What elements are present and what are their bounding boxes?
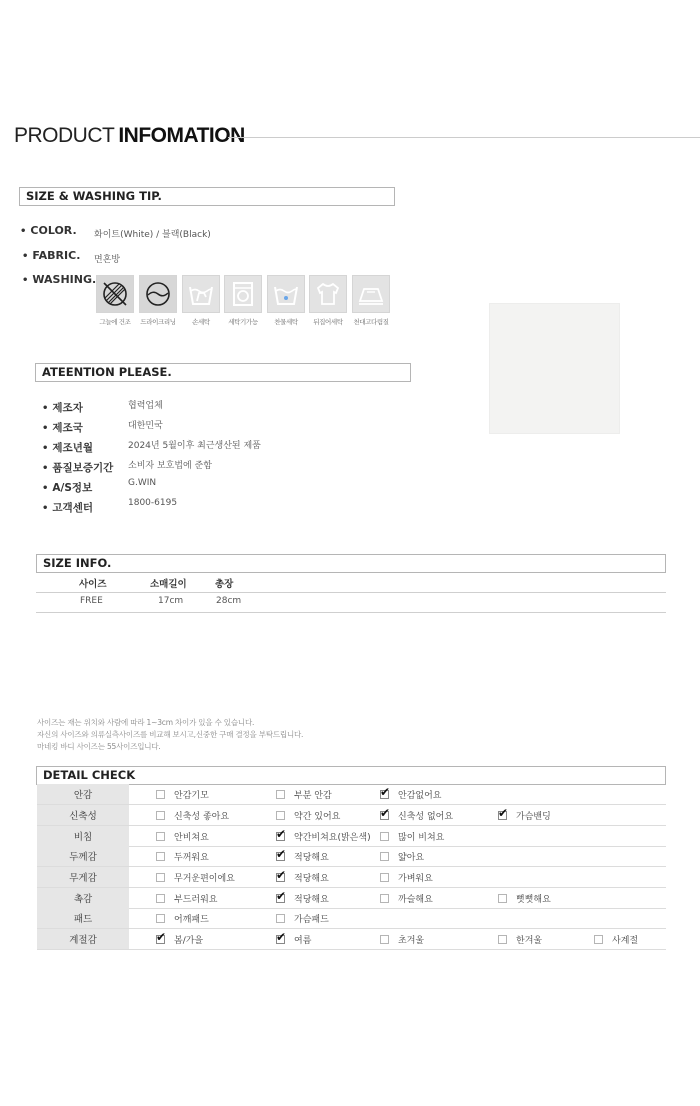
- checkbox[interactable]: [156, 811, 165, 820]
- attention-row: • A/S정보 G.WIN: [42, 478, 157, 494]
- detail-row-header: 계절감: [37, 929, 129, 949]
- detail-row-sheerness: [37, 826, 666, 847]
- detail-row-header: 패드: [37, 908, 129, 928]
- detail-option[interactable]: ✔ 신축성 없어요: [380, 805, 453, 825]
- checkbox-checked[interactable]: [380, 811, 389, 820]
- fabric-value: 면혼방: [94, 255, 121, 265]
- checkbox-checked[interactable]: [276, 935, 285, 944]
- checkbox-checked[interactable]: [276, 873, 285, 882]
- detail-option[interactable]: 안감기모: [156, 784, 209, 804]
- detail-row-texture: [37, 888, 666, 909]
- wash-label: 뒤집어세탁: [313, 318, 343, 326]
- cold-wash-icon: [267, 275, 305, 313]
- fabric-label: • FABRIC.: [22, 249, 81, 262]
- wash-item-cold-wash: [267, 275, 305, 326]
- wash-item-inside-out: [309, 275, 347, 326]
- attention-label: 제조자: [52, 402, 83, 414]
- checkbox-checked[interactable]: [380, 790, 389, 799]
- detail-option[interactable]: ✔ 가슴밴딩: [498, 805, 551, 825]
- wash-label: 드라이크리닝: [140, 318, 176, 326]
- wash-item-shade-dry: [96, 275, 134, 326]
- shade-dry-icon: [96, 275, 134, 313]
- size-note: 자신의 사이즈와 의류실측사이즈를 비교해 보시고,신중한 구매 결정을 부탁드립니다.: [37, 730, 304, 739]
- detail-option[interactable]: 얇아요: [380, 846, 424, 866]
- attention-title: ATEENTION PLEASE.: [35, 363, 411, 382]
- size-washing-title: SIZE & WASHING TIP.: [19, 187, 395, 206]
- size-cell-sleeve: 17cm: [158, 596, 184, 606]
- iron-icon: [352, 275, 390, 313]
- size-info-title: SIZE INFO.: [36, 554, 666, 573]
- detail-option[interactable]: 가슴패드: [276, 908, 329, 928]
- detail-row-weight: [37, 867, 666, 888]
- detail-option[interactable]: 뻣뻣해요: [498, 888, 551, 908]
- detail-option[interactable]: 까슬해요: [380, 888, 433, 908]
- detail-row-header: 무게감: [37, 867, 129, 887]
- detail-option[interactable]: 부분 안감: [276, 784, 332, 804]
- wash-label: 그늘에 건조: [99, 318, 131, 326]
- attention-row: • 제조국 대한민국: [42, 416, 422, 431]
- wash-label: 손세탁: [192, 318, 210, 326]
- checkbox[interactable]: [156, 914, 165, 923]
- size-note: 사이즈는 재는 위치와 사람에 따라 1~3cm 차이가 있을 수 있습니다.: [37, 718, 255, 727]
- attention-row: • 품질보증기간 소비자 보호법에 준함: [42, 456, 422, 471]
- checkbox[interactable]: [380, 873, 389, 882]
- attention-label: 품질보증기간: [52, 462, 114, 474]
- checkbox[interactable]: [276, 811, 285, 820]
- detail-row-header: 두께감: [37, 846, 129, 866]
- size-header-length: 총장: [215, 579, 234, 590]
- detail-row-header: 비침: [37, 826, 129, 846]
- detail-check-title: DETAIL CHECK: [36, 766, 666, 785]
- wash-label: 찬물세탁: [274, 318, 298, 326]
- washing-machine-icon: [224, 275, 262, 313]
- hand-wash-icon: [182, 275, 220, 313]
- shirt-icon: [309, 275, 347, 313]
- wash-item-low-iron: [352, 275, 390, 326]
- wash-item-machine-wash: [224, 275, 262, 326]
- detail-option[interactable]: 한겨울: [498, 929, 542, 949]
- color-label: • COLOR.: [20, 224, 77, 237]
- detail-row-header: 촉감: [37, 888, 129, 908]
- checkbox-checked[interactable]: [498, 811, 507, 820]
- checkbox[interactable]: [276, 914, 285, 923]
- checkbox[interactable]: [156, 894, 165, 903]
- detail-row-thickness: [37, 846, 666, 867]
- detail-row-header: 안감: [37, 784, 129, 804]
- checkbox[interactable]: [594, 935, 603, 944]
- attention-value: 2024년 5월이후 최근생산된 제품: [128, 441, 261, 451]
- detail-option[interactable]: 사계절: [594, 929, 638, 949]
- wash-item-dry-clean: [139, 275, 177, 326]
- attention-label: 제조국: [52, 422, 83, 434]
- size-note: 마네킹 바디 사이즈는 55사이즈입니다.: [37, 742, 161, 751]
- detail-row-season: [37, 929, 666, 950]
- product-information-header: [14, 124, 700, 152]
- attention-value: 소비자 보호법에 준함: [128, 461, 212, 471]
- attention-label: 고객센터: [52, 502, 93, 514]
- detail-option[interactable]: 신축성 좋아요: [156, 805, 229, 825]
- detail-option[interactable]: ✔ 적당해요: [276, 846, 329, 866]
- attention-label: A/S정보: [52, 482, 93, 494]
- detail-row-header: 신축성: [37, 805, 129, 825]
- detail-option[interactable]: ✔ 적당해요: [276, 888, 329, 908]
- attention-label: 제조년월: [52, 442, 93, 454]
- size-cell-length: 28cm: [216, 596, 242, 606]
- attention-row: • 고객센터 1800-6195: [42, 498, 178, 514]
- wash-label: 천대고다림질: [353, 318, 389, 326]
- detail-option[interactable]: 약간 있어요: [276, 805, 340, 825]
- header-divider: [228, 137, 700, 138]
- detail-row-pad: [37, 908, 666, 929]
- size-table-row: [36, 592, 666, 613]
- size-header-sleeve: 소매길이: [150, 579, 187, 590]
- checkbox[interactable]: [380, 894, 389, 903]
- checkbox[interactable]: [380, 935, 389, 944]
- checkbox[interactable]: [156, 832, 165, 841]
- washing-label: • WASHING.: [22, 273, 97, 286]
- checkbox-checked[interactable]: [276, 852, 285, 861]
- detail-option[interactable]: 부드러워요: [156, 888, 217, 908]
- wash-item-hand-wash: [182, 275, 220, 326]
- attention-value: 대한민국: [128, 421, 163, 431]
- header-title-light: PRODUCT: [14, 124, 115, 147]
- checkbox[interactable]: [156, 790, 165, 799]
- attention-value: G.WIN: [128, 478, 157, 488]
- attention-value: 협력업체: [128, 401, 163, 411]
- checkbox-checked[interactable]: [156, 935, 165, 944]
- size-header-size: 사이즈: [79, 579, 107, 590]
- detail-option[interactable]: ✔ 여름: [276, 929, 311, 949]
- checkbox[interactable]: [498, 894, 507, 903]
- size-table-header: [36, 573, 666, 593]
- wash-label: 세탁기가능: [228, 318, 258, 326]
- detail-option[interactable]: ✔ 봄/가을: [156, 929, 203, 949]
- checkbox-checked[interactable]: [276, 894, 285, 903]
- attention-row: • 제조자 협력업체: [42, 396, 422, 411]
- detail-row-lining: [37, 784, 666, 805]
- color-value: 화이트(White) / 블랙(Black): [94, 230, 211, 240]
- header-title-bold: INFOMATION: [118, 124, 245, 147]
- detail-option[interactable]: ✔ 안감없어요: [380, 784, 441, 804]
- product-photo: [489, 303, 620, 434]
- detail-option[interactable]: 가벼워요: [380, 867, 433, 887]
- checkbox[interactable]: [380, 852, 389, 861]
- size-cell-size: FREE: [80, 596, 103, 606]
- checkbox[interactable]: [380, 832, 389, 841]
- detail-option[interactable]: 초겨울: [380, 929, 424, 949]
- detail-option[interactable]: ✔ 약간비쳐요(밝은색): [276, 826, 371, 846]
- dry-clean-icon: [139, 275, 177, 313]
- attention-value: 1800-6195: [128, 498, 178, 508]
- checkbox-checked[interactable]: [276, 832, 285, 841]
- detail-option[interactable]: 안비쳐요: [156, 826, 209, 846]
- detail-option[interactable]: 어깨패드: [156, 908, 209, 928]
- detail-option[interactable]: 무거운편이에요: [156, 867, 235, 887]
- detail-row-elasticity: [37, 805, 666, 826]
- detail-option[interactable]: ✔ 적당해요: [276, 867, 329, 887]
- checkbox[interactable]: [156, 873, 165, 882]
- attention-row: • 제조년월 2024년 5월이후 최근생산된 제품: [42, 436, 422, 451]
- checkbox[interactable]: [156, 852, 165, 861]
- detail-option[interactable]: 많이 비쳐요: [380, 826, 444, 846]
- checkbox[interactable]: [276, 790, 285, 799]
- detail-option[interactable]: 두꺼워요: [156, 846, 209, 866]
- checkbox[interactable]: [498, 935, 507, 944]
